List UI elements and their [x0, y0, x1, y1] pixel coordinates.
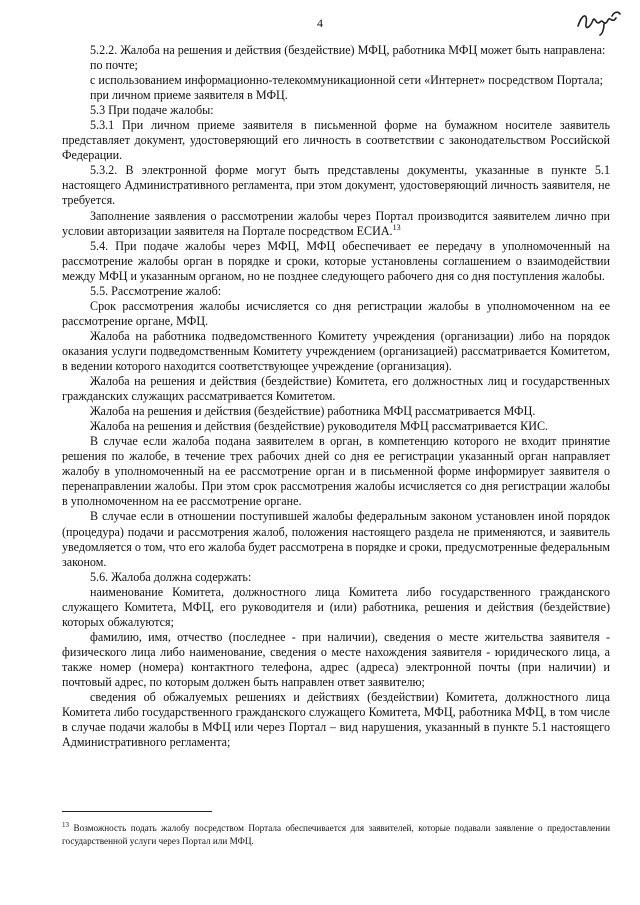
paragraph: 5.3.1 При личном приеме заявителя в письменной форме на бумажном носителе заявитель представляет документ, удостоверяющий его личность в соответствии с законодательством Российской Федерации. [62, 118, 610, 163]
footnote-paragraph [62, 822, 610, 848]
paragraph: по почте; [90, 58, 138, 73]
paragraph: 5.2.2. Жалоба на решения и действия (бездействие) МФЦ, работника МФЦ может быть направлена: [90, 43, 606, 57]
paragraph: В случае если в отношении поступившей жалобы федеральным законом установлен иной порядок (процедура) подачи и рассмотрения жалоб, положения настоящего раздела не применяются, и заявитель уведомляется о том, что его жалоба будет рассмотрена в порядке и сроки, предусмотренные федеральным законом. [62, 509, 610, 569]
paragraph: при личном приеме заявителя в МФЦ. [90, 88, 288, 103]
paragraph: Жалоба на решения и действия (бездействие) работника МФЦ рассматривается МФЦ. [90, 404, 536, 419]
document-body [62, 43, 610, 750]
paragraph: с использованием информационно-телекоммуникационной сети «Интернет» посредством Портала; [90, 73, 603, 88]
paragraph: 5.5. Рассмотрение жалоб: [90, 283, 222, 298]
paragraph: 5.3.2. В электронной форме могут быть представлены документы, указанные в пункте 5.1 настоящего Административного регламента, при этом документ, удостоверяющий личность заявителя, не требуется. [62, 163, 610, 208]
paragraph: 5.6. Жалоба должна содержать: [90, 569, 252, 584]
paragraph: Жалоба на решения и действия (бездействие) руководителя МФЦ рассматривается КИС. [90, 419, 549, 434]
page-number: 4 [317, 16, 323, 30]
paragraph: 5.3 При подаче жалобы: [90, 103, 214, 118]
paragraph: фамилию, имя, отчество (последнее - при наличии), сведения о месте жительства заявителя - физического лица либо наименование, сведения о месте нахождения заявителя - юридического лица, а также номер (номера) контактного телефона, адрес (адреса) электронной почты (при наличии) и почтовый адрес, по которым должен быть направлен ответ заявителю; [62, 629, 610, 689]
paragraph: В случае если жалоба подана заявителем в орган, в компетенцию которого не входит принятие решения по жалобе, в течение трех рабочих дней со дня ее регистрации указанный орган направляет жалобу в уполномоченный на ее рассмотрение орган и в письменной форме информирует заявителя о перенаправлении жалобы. При этом срок рассмотрения жалобы исчисляется со дня регистрации жалобы в уполномоченном на ее рассмотрение органе. [62, 434, 610, 509]
paragraph-text: Заполнение заявления о рассмотрении жалобы через Портал производится заявителем лично при условии авторизации заявителя на Портале посредством ЕСИА. [62, 208, 610, 238]
paragraph: Срок рассмотрения жалобы исчисляется со дня регистрации жалобы в уполномоченном на ее рассмотрение органе, МФЦ. [62, 298, 610, 328]
paragraph-with-footnote [62, 209, 610, 239]
paragraph: 5.4. При подаче жалобы через МФЦ, МФЦ обеспечивает ее передачу в уполномоченный на рассмотрение жалобы орган в порядке и сроки, которые установлены соглашением о взаимодействии между МФЦ и указанным органом, но не позднее следующего рабочего дня со дня поступления жалобы. [62, 238, 610, 283]
footnote-reference: 13 [392, 222, 401, 232]
paragraph: Жалоба на работника подведомственного Комитету учреждения (организации) либо на порядок оказания услуги подведомственным Комитету учреждением (организацией) рассматривается Комитетом, в ведении которого находится соответствующее учреждение (организация). [62, 328, 610, 373]
footnote-marker: 13 [62, 820, 69, 829]
paragraph: сведения об обжалуемых решениях и действиях (бездействии) Комитета, должностного лица Комитета либо государственного гражданского служащего Комитета, МФЦ, работника МФЦ, в том числе в случае подачи жалобы в МФЦ или через Портал – вид нарушения, указанный в пункте 5.1 настоящего Административного регламента; [62, 690, 610, 750]
footnote-divider [62, 811, 212, 812]
paragraph: наименование Комитета, должностного лица Комитета либо государственного гражданского служащего Комитета, МФЦ, его руководителя и (или) работника, решения и действия (бездействие) которых обжалуются; [62, 584, 610, 629]
footnote [62, 822, 610, 848]
footnote-text: Возможность подать жалобу посредством Портала обеспечивается для заявителей, которые подавали заявление о предоставлении государственной услуги через Портал или МФЦ. [62, 823, 611, 846]
paragraph: Жалоба на решения и действия (бездействие) Комитета, его должностных лиц и государственных гражданских служащих рассматривается Комитетом. [62, 374, 610, 404]
handwritten-signature [574, 6, 622, 36]
